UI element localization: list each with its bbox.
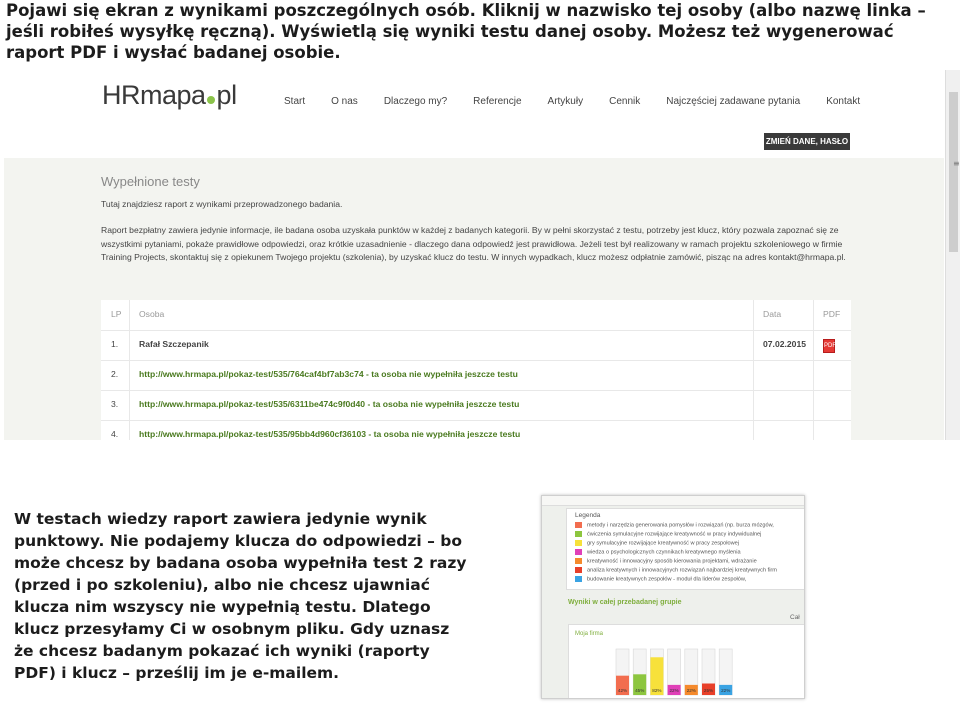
panel-title: Wypełnione testy <box>101 174 200 189</box>
site-header <box>4 70 944 158</box>
header-pdf: PDF <box>823 309 841 319</box>
intro-text <box>6 0 956 63</box>
bar-value-label: 82% <box>652 688 662 693</box>
test-link[interactable]: http://www.hrmapa.pl/pokaz-test/535/6311be474c9f0d40 - ta osoba nie wypełniła jeszcze testu <box>139 399 520 409</box>
grip-icon: ≡ <box>953 159 960 168</box>
menu-item-referencje[interactable]: Referencje <box>473 96 522 107</box>
menu-item-cennik[interactable]: Cennik <box>609 96 641 107</box>
pdf-icon: PDF <box>823 339 835 353</box>
table-row <box>101 420 851 440</box>
legend-swatch <box>575 576 582 582</box>
row-lp: 4. <box>111 429 119 439</box>
explain-line: może chcesz by badana osoba wypełniła test 2 razy <box>14 554 467 572</box>
bar-value-label: 22% <box>721 688 731 693</box>
explain-line: klucz przesyłamy Ci w osobnym pliku. Gdy uznasz <box>14 620 450 638</box>
person-name-link[interactable]: Rafał Szczepanik <box>139 339 209 349</box>
test-link[interactable]: http://www.hrmapa.pl/pokaz-test/535/95bb4d960cf36103 - ta osoba nie wypełniła jeszcze testu <box>139 429 521 439</box>
change-account-button[interactable]: ZMIEŃ DANE, HASŁO <box>764 133 850 150</box>
logo-suffix: pl <box>216 80 237 110</box>
site-logo[interactable] <box>102 80 237 111</box>
header-lp: LP <box>111 309 122 319</box>
row-lp: 2. <box>111 369 119 379</box>
explain-line: punktowy. Nie podajemy klucza do odpowiedzi – bo <box>14 532 462 550</box>
table-row <box>101 360 851 391</box>
legend-swatch <box>575 549 582 555</box>
legend-item <box>575 531 805 540</box>
legend-swatch <box>575 567 582 573</box>
explanation-text <box>14 508 519 684</box>
bar-value-label: 45% <box>635 688 645 693</box>
chart-title: Moja firma <box>575 631 604 637</box>
panel-description: Raport bezpłatny zawiera jedynie informacje, ile badana osoba uzyskała punktów w każdej z badanych kategorii. By w pełni skorzystać z testu, potrzeby jest klucz, który pozwala zapoznać się ze wszystkimi pytaniami, pokaże prawidłowe odpowiedzi, oraz krótkie uzasadnienie - dlaczego dana odpowiedź jest prawidłowa. Jeżeli test był realizowany w ramach projektu szkoleniowego w firmie Training Projects, skontaktuj się z opiekunem Twojego projektu (szkolenia), by uzyskać klucz do testu. W innych wypadkach, klucz możesz odpłatnie zamówić, pisząc na adres kontakt@hrmapa.pl. <box>101 225 846 263</box>
filled-tests-screenshot <box>4 70 960 440</box>
legend-box <box>566 508 805 590</box>
header-osoba[interactable]: Osoba <box>139 309 165 319</box>
bar-chart <box>569 625 805 699</box>
legend-label: budowanie kreatywnych zespołów - moduł dla liderów zespołów, <box>587 576 747 583</box>
legend-label: analiza kreatywnych i innowacyjnych rozwiązań najbardziej kreatywnych firm <box>587 567 777 574</box>
main-menu <box>284 96 860 107</box>
legend-swatch <box>575 522 582 528</box>
filled-tests-panel <box>4 158 944 440</box>
explain-line: W testach wiedzy raport zawiera jedynie wynik <box>14 510 427 528</box>
page-scrollbar[interactable] <box>945 70 960 440</box>
legend-item <box>575 540 805 549</box>
menu-item-o-nas[interactable]: O nas <box>331 96 358 107</box>
legend-item <box>575 576 805 585</box>
bar-value-label: 22% <box>686 688 696 693</box>
explain-line: PDF) i klucz – prześlij im je e-mailem. <box>14 664 340 682</box>
test-link[interactable]: http://www.hrmapa.pl/pokaz-test/535/764caf4bf7ab3c74 - ta osoba nie wypełniła jeszcze testu <box>139 369 518 379</box>
bar-value-label: 22% <box>669 688 679 693</box>
explain-line: że chcesz badanym pokazać ich wyniki (raporty <box>14 642 430 660</box>
legend-item <box>575 567 805 576</box>
intro-line: jeśli robiłeś wysyłkę ręczną). Wyświetlą się wyniki testu danej osoby. Możesz też wygenerować <box>6 22 894 41</box>
legend-swatch <box>575 531 582 537</box>
menu-item-faq[interactable]: Najczęściej zadawane pytania <box>666 96 801 107</box>
top-strip <box>542 496 804 506</box>
table-row <box>101 390 851 421</box>
header-data[interactable]: Data <box>763 309 782 319</box>
menu-item-dlaczego-my[interactable]: Dlaczego my? <box>383 96 448 107</box>
logo-text: HRmapa <box>102 80 206 110</box>
menu-item-start[interactable]: Start <box>284 96 306 107</box>
legend-label: kreatywność i innowacyjny sposób kierowania projektami, wdrażanie <box>587 558 757 565</box>
menu-item-artykuly[interactable]: Artykuły <box>547 96 584 107</box>
legend-item <box>575 522 805 531</box>
legend-title: Legenda <box>575 512 601 519</box>
legend-label: wiedza o psychologicznych czynnikach kreatywnego myślenia <box>587 549 741 556</box>
row-date: 07.02.2015 <box>763 339 807 349</box>
legend-swatch <box>575 540 582 546</box>
explain-line: (przed i po szkoleniu), albo nie chcesz ujawniać <box>14 576 430 594</box>
table-row <box>101 330 851 361</box>
pdf-download-button[interactable] <box>823 339 835 353</box>
legend-item <box>575 558 805 567</box>
legend-label: metody i narzędzia generowania pomysłów i rozwiązań (np. burza mózgów, <box>587 522 774 529</box>
explain-line: klucza nim wszyscy nie wypełnią testu. Dlatego <box>14 598 431 616</box>
bar-value-label: 25% <box>703 688 714 693</box>
scrollbar-thumb[interactable] <box>949 92 958 252</box>
table-header-row <box>101 300 851 331</box>
results-table <box>101 300 851 440</box>
chart-box <box>568 624 805 699</box>
legend-swatch <box>575 558 582 564</box>
row-lp: 3. <box>111 399 119 409</box>
legend-label: gry symulacyjne rozwijające kreatywność w pracy zespołowej <box>587 540 740 547</box>
intro-line: Pojawi się ekran z wynikami poszczególnych osób. Kliknij w nazwisko tej osoby (albo nazwę linka – <box>6 1 926 20</box>
results-extra-label: Cał <box>790 614 800 621</box>
bar-value-label: 42% <box>617 688 628 693</box>
results-title: Wyniki w całej przebadanej grupie <box>568 599 682 606</box>
logo-dot-icon <box>207 96 215 104</box>
intro-line: raport PDF i wysłać badanej osobie. <box>6 43 341 62</box>
legend-item <box>575 549 805 558</box>
row-lp: 1. <box>111 339 119 349</box>
results-screenshot <box>541 495 805 699</box>
legend-label: ćwiczenia symulacyjne rozwijające kreatywność w pracy indywidualnej <box>587 531 762 538</box>
panel-subtitle: Tutaj znajdziesz raport z wynikami przeprowadzonego badania. <box>101 199 343 209</box>
menu-item-kontakt[interactable]: Kontakt <box>826 96 861 107</box>
